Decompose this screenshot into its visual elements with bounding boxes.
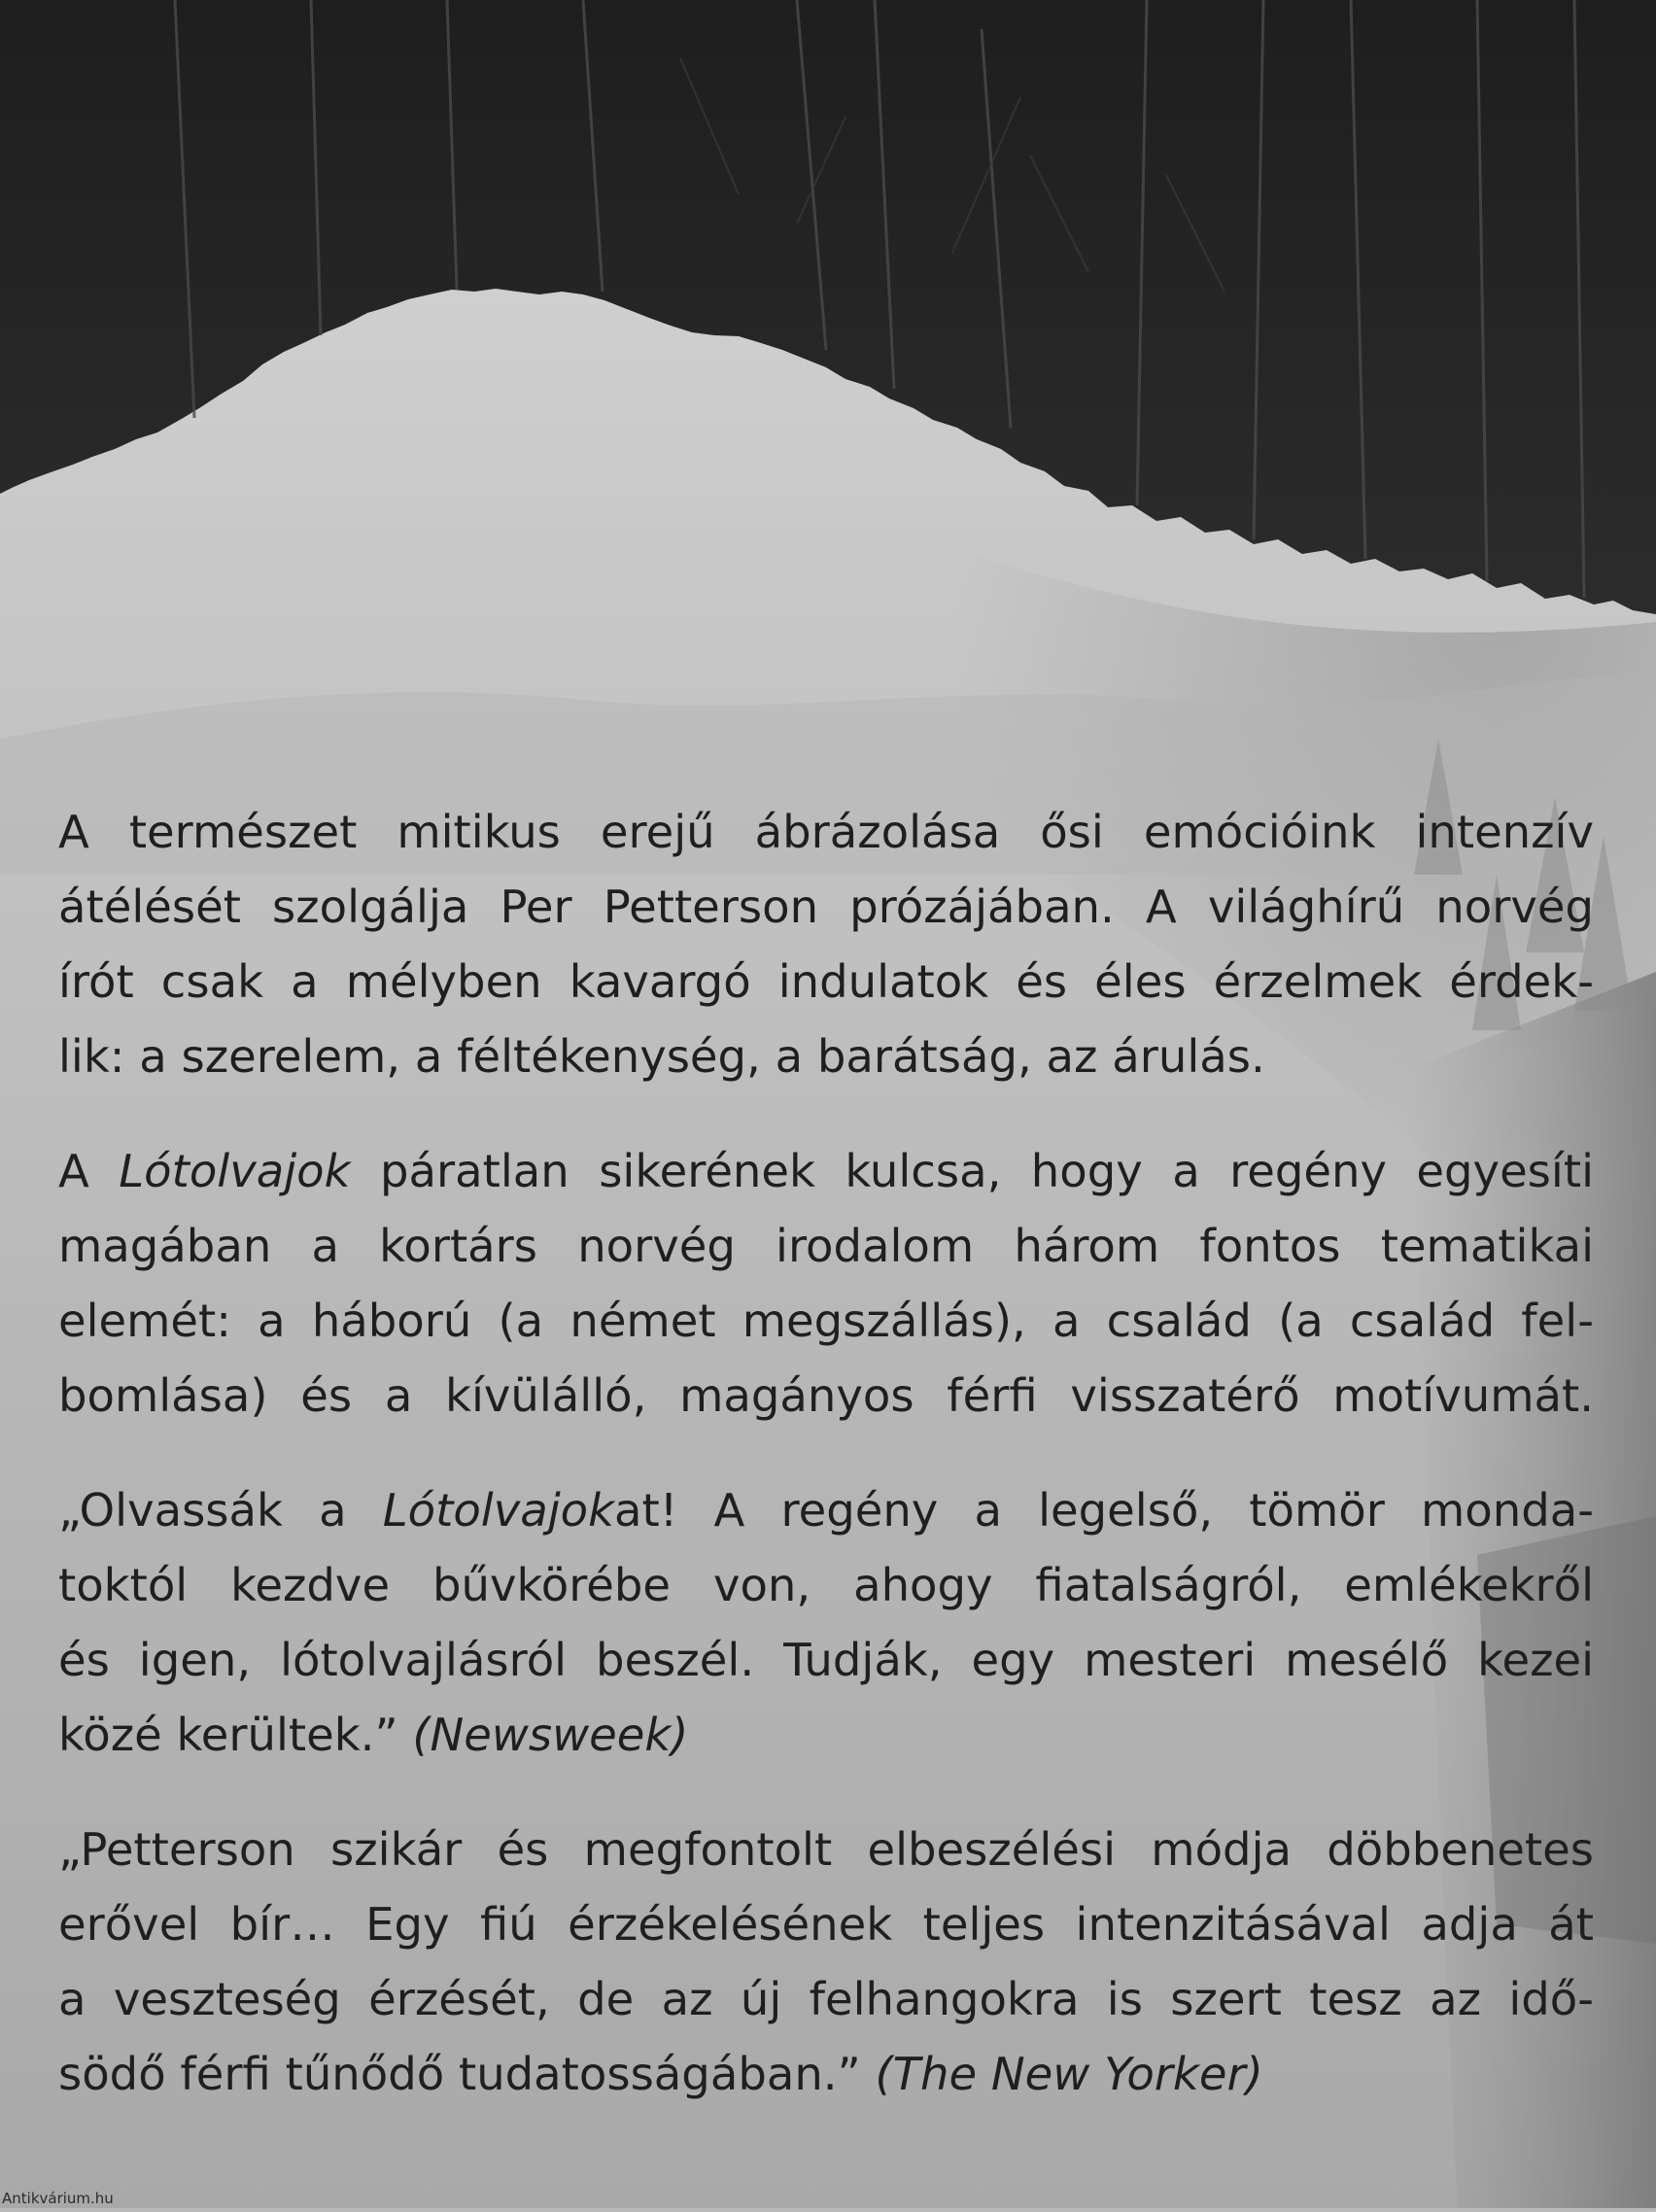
watermark: Antikvárium.hu	[2, 2190, 114, 2207]
text-line: „Olvassák a Lótolvajokat! A regény a legelső, tömör monda-	[58, 1484, 1594, 1537]
text-line: A természet mitikus erejű ábrázolása ősi emócióink intenzív	[58, 806, 1594, 858]
text-line: lik: a szerelem, a féltékenység, a barátság, az árulás.	[58, 1030, 1265, 1083]
text-line: átélését szolgálja Per Petterson prózájában. A világhírű norvég	[58, 881, 1594, 933]
text-line: közé kerültek.” (Newsweek)	[58, 1709, 689, 1761]
text-line: bomlása) és a kívülálló, magányos férfi visszatérő motívumát.	[58, 1369, 1594, 1422]
text-line: A Lótolvajok páratlan sikerének kulcsa, hogy a regény egyesíti	[58, 1145, 1594, 1197]
book-title: Lótolvajok	[119, 1145, 351, 1197]
text-line: erővel bír… Egy fiú érzékelésének teljes intenzitásával adja át	[58, 1898, 1594, 1951]
paragraph-2	[58, 1134, 1594, 1434]
text-line: toktól kezdve bűvkörébe von, ahogy fiatalságról, emlékekről	[58, 1559, 1594, 1611]
text-line: elemét: a háború (a német megszállás), a család (a család fel-	[58, 1295, 1594, 1347]
text-line: södő férfi tűnődő tudatosságában.” (The New Yorker)	[58, 2048, 1263, 2100]
text-line: a veszteség érzését, de az új felhangokra is szert tesz az idő-	[58, 1973, 1594, 2025]
paragraph-1	[58, 795, 1594, 1094]
text-line: magában a kortárs norvég irodalom három fontos tematikai	[58, 1220, 1594, 1272]
quote-source: (The New Yorker)	[875, 2048, 1263, 2100]
quote-source: (Newsweek)	[412, 1709, 689, 1761]
quote-newsweek	[58, 1473, 1594, 1773]
text-line: és igen, lótolvajlásról beszél. Tudják, egy mesteri mesélő kezei	[58, 1634, 1594, 1686]
blurb-text	[58, 795, 1594, 2152]
text-line: írót csak a mélyben kavargó indulatok és éles érzelmek érdek-	[58, 955, 1594, 1008]
book-title: Lótolvajok	[382, 1484, 615, 1537]
text-line: „Petterson szikár és megfontolt elbeszélési módja döbbenetes	[58, 1823, 1594, 1876]
quote-new-yorker	[58, 1813, 1594, 2112]
